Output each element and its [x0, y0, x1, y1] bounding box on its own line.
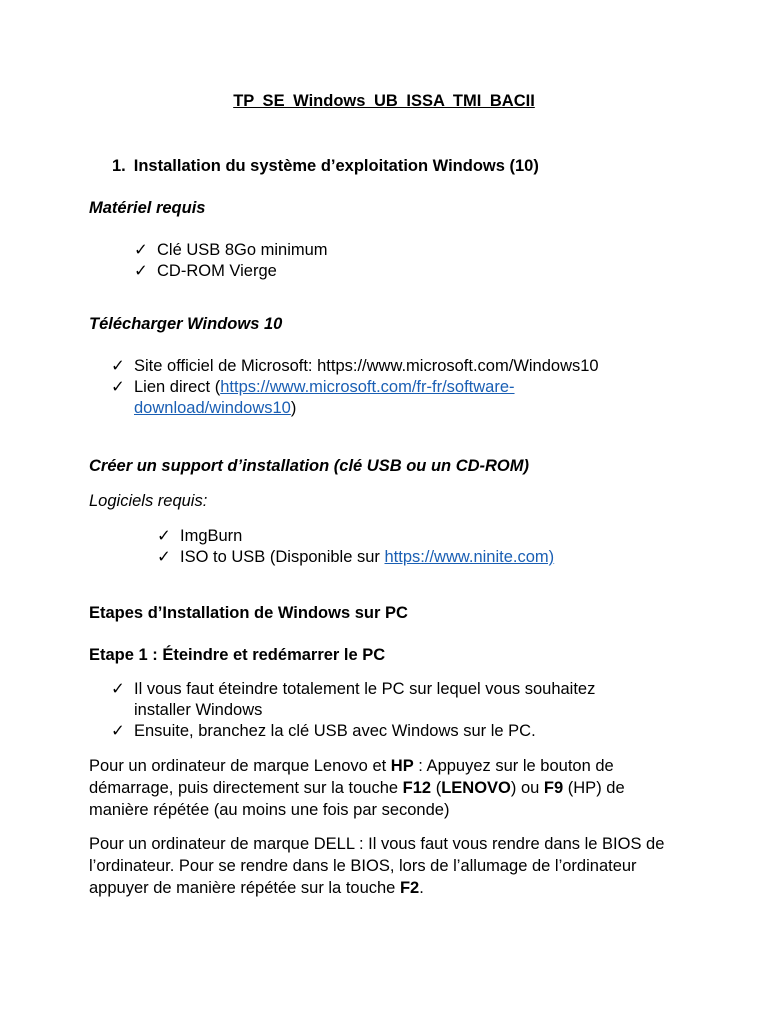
list-item: ✓ Ensuite, branchez la clé USB avec Windows sur le PC.: [111, 722, 536, 740]
microsoft-download-link-cont[interactable]: download/windows10: [134, 399, 291, 417]
list-item: ✓ Il vous faut éteindre totalement le PC sur lequel vous souhaitez installer Windows: [111, 680, 596, 719]
heading-etapes-installation: Etapes d’Installation de Windows sur PC: [89, 604, 408, 622]
logiciels-list: [157, 526, 554, 568]
section-heading-text: Installation du système d’exploitation Windows (10): [133, 157, 539, 175]
checkmark-icon: ✓: [134, 262, 148, 280]
list-item: ✓ Lien direct (https://www.microsoft.com/fr-fr/software- download/windows10): [111, 378, 515, 417]
paragraph-lenovo-hp: Pour un ordinateur de marque Lenovo et HP : Appuyez sur le bouton de démarrage, puis directement sur la touche F12 (LENOVO) ou F9 (HP) de manière répétée (au moins une fois par seconde): [89, 757, 625, 819]
list-item: ✓ ImgBurn: [157, 527, 243, 545]
list-item: ✓ ISO to USB (Disponible sur https://www.ninite.com): [157, 548, 555, 566]
heading-telecharger-windows: Télécharger Windows 10: [89, 315, 283, 333]
checkmark-icon: ✓: [111, 357, 125, 375]
heading-creer-support: Créer un support d’installation (clé USB ou un CD-ROM): [89, 457, 530, 475]
list-item: ✓ Site officiel de Microsoft: https://www.microsoft.com/Windows10: [111, 357, 599, 375]
ninite-link[interactable]: https://www.ninite.com): [384, 548, 555, 566]
heading-materiel-requis: Matériel requis: [89, 199, 206, 217]
paragraph-dell: Pour un ordinateur de marque DELL : Il vous faut vous rendre dans le BIOS de l’ordinateur. Pour se rendre dans le BIOS, lors de l’allumage de l’ordinateur appuyer de manière répétée sur la touche F2.: [89, 835, 665, 897]
section-number: 1.: [112, 157, 126, 175]
checkmark-icon: ✓: [111, 680, 125, 698]
checkmark-icon: ✓: [134, 241, 148, 259]
materiel-list: [134, 240, 328, 282]
heading-etape-1: Etape 1 : Éteindre et redémarrer le PC: [89, 646, 386, 664]
logiciels-requis-label: Logiciels requis:: [89, 492, 208, 510]
checkmark-icon: ✓: [157, 548, 171, 566]
checkmark-icon: ✓: [111, 722, 125, 740]
checkmark-icon: ✓: [111, 378, 125, 396]
telecharger-list: [111, 356, 671, 419]
document-title: TP SE Windows UB ISSA TMI BACII: [233, 92, 535, 110]
checkmark-icon: ✓: [157, 527, 171, 545]
microsoft-download-link[interactable]: https://www.microsoft.com/fr-fr/software-: [220, 378, 515, 396]
list-item: ✓ CD-ROM Vierge: [134, 262, 277, 280]
etape1-list: [111, 679, 671, 742]
list-item: ✓ Clé USB 8Go minimum: [134, 241, 328, 259]
section-heading-installation: [112, 157, 539, 176]
